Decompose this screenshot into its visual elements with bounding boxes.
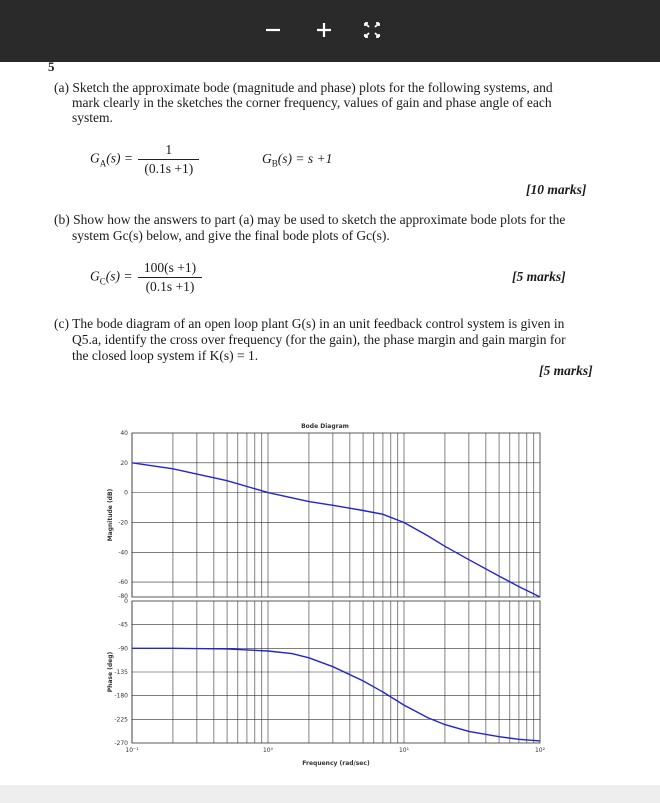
question-number: 5 <box>48 59 55 74</box>
document-page <box>0 59 660 785</box>
magnitude-series-line <box>132 463 540 597</box>
phase-y-tick-label: -135 <box>114 669 128 676</box>
part-a-line-2: mark clearly in the sketches the corner frequency, values of gain and phase angle of each <box>72 95 552 110</box>
x-ticks <box>125 747 545 754</box>
chart-title: Bode Diagram <box>301 423 349 430</box>
magnitude-y-tick-label: 40 <box>120 430 128 437</box>
phase-y-tick-label: -225 <box>114 716 128 724</box>
magnitude-y-tick-label: -80 <box>118 593 128 600</box>
viewer-footer <box>0 785 660 803</box>
part-a-marks: [10 marks] <box>526 182 587 197</box>
phase-y-tick-label: 0 <box>124 598 128 605</box>
part-c-line-1: (c) The bode diagram of an open loop plant G(s) in an unit feedback control system is given in <box>54 316 565 331</box>
equation-ga: $G_A(s)$ = $\frac{1}{(0.1s +1)}$ <box>90 142 199 177</box>
x-tick-label: 10⁻¹ <box>125 747 139 754</box>
magnitude-y-tick-label: -20 <box>118 519 128 527</box>
magnitude-y-ticks <box>118 430 128 600</box>
plus-icon <box>309 15 339 45</box>
x-tick-label: 10² <box>534 747 546 754</box>
phase-y-ticks <box>114 598 128 747</box>
part-c-line-2: Q5.a, identify the cross over frequency (for the gain), the phase margin and gain margin for <box>72 332 566 347</box>
magnitude-y-tick-label: 0 <box>124 489 128 497</box>
magnitude-y-tick-label: 20 <box>120 459 128 467</box>
part-a-line-3: system. <box>72 110 113 125</box>
equation-gc: $G_C(s)$ = $\frac{100(s +1)}{(0.1s +1)}$ <box>90 260 202 295</box>
part-c-marks: [5 marks] <box>539 363 593 378</box>
magnitude-axis-label: Magnitude (dB) <box>107 488 114 542</box>
phase-y-tick-label: -90 <box>118 645 128 653</box>
part-b-marks: [5 marks] <box>512 269 566 284</box>
bode-diagram <box>100 409 560 779</box>
part-b-line-2: system Gc(s) below, and give the final bode plots of Gc(s). <box>72 228 390 243</box>
phase-y-tick-label: -45 <box>118 621 128 629</box>
part-c-line-3: the closed loop system if K(s) = 1. <box>72 348 259 363</box>
x-tick-label: 10⁰ <box>262 747 274 754</box>
magnitude-grid <box>132 433 540 597</box>
equation-gb: $G_B(s) = s +1$ <box>262 151 333 169</box>
phase-y-tick-label: -180 <box>114 692 128 700</box>
zoom-in-button[interactable] <box>309 15 339 45</box>
x-tick-label: 10¹ <box>398 747 410 754</box>
fullscreen-button[interactable] <box>357 15 387 45</box>
phase-y-tick-label: -270 <box>114 740 128 747</box>
part-a-line-1: (a) Sketch the approximate bode (magnitude and phase) plots for the following systems, and <box>54 80 553 95</box>
zoom-out-button[interactable] <box>258 15 288 45</box>
bode-chart <box>100 409 560 779</box>
magnitude-axes <box>132 433 540 597</box>
phase-grid <box>132 601 540 743</box>
viewer-toolbar <box>0 0 660 62</box>
magnitude-y-tick-label: -40 <box>118 549 128 557</box>
phase-axis-label: Phase (deg) <box>107 651 114 693</box>
magnitude-y-tick-label: -60 <box>118 579 128 587</box>
phase-series-line <box>132 648 540 741</box>
minus-icon <box>258 15 288 45</box>
part-b-line-1: (b) Show how the answers to part (a) may be used to sketch the approximate bode plots for the <box>54 212 566 227</box>
x-axis-label: Frequency (rad/sec) <box>302 760 370 767</box>
expand-icon <box>357 15 387 45</box>
